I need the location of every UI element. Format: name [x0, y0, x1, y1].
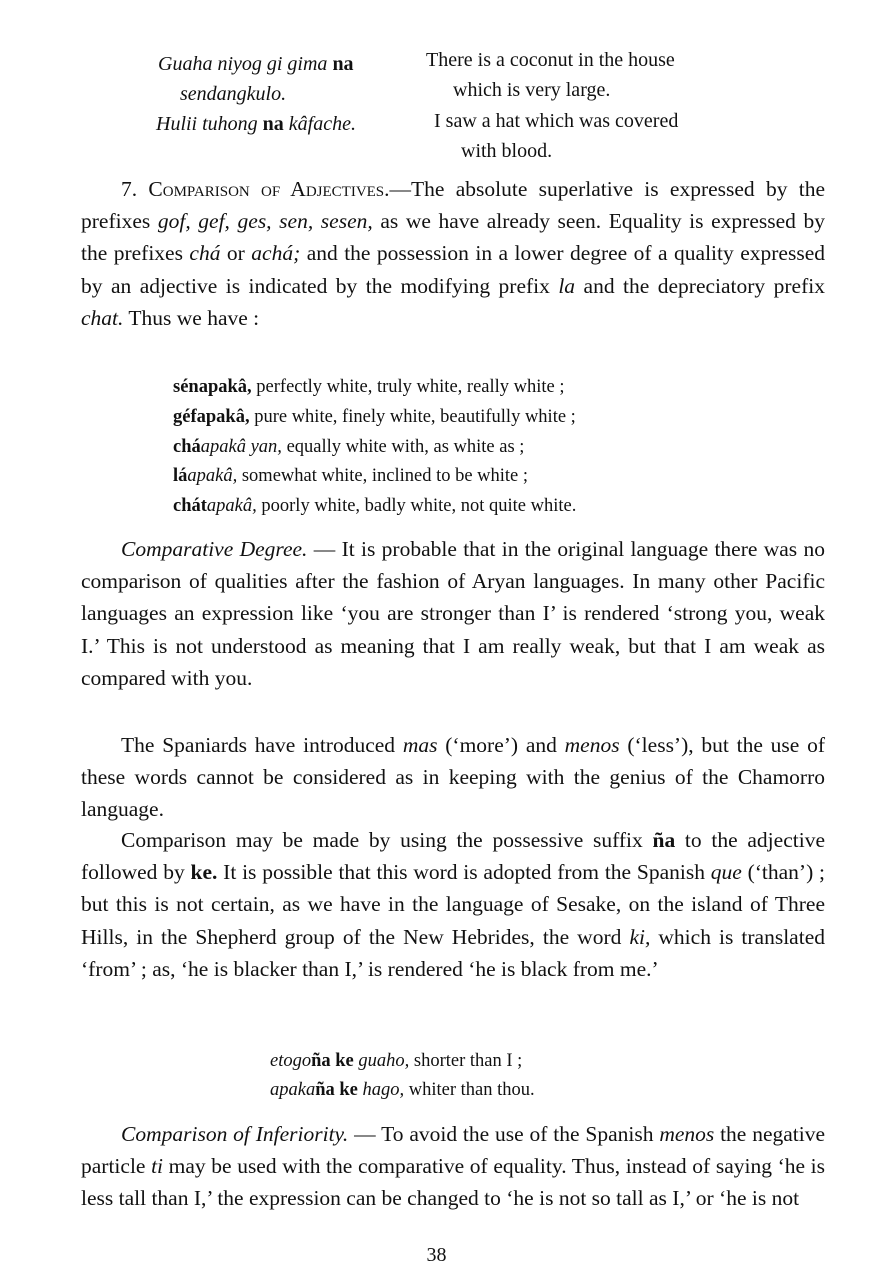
- spaniards-paragraph: The Spaniards have introduced mas (‘more’) and menos (‘less’), but the use of these words cannot be considered as in keeping with the genius of the Chamorro language.: [81, 733, 826, 822]
- comparative-heading: Comparative Degree.: [121, 537, 308, 561]
- example-2-english: I saw a hat which was covered with blood.: [434, 110, 679, 162]
- list-item: géfapakâ, pure white, finely white, beautifully white ;: [173, 406, 576, 427]
- list-item: apakaña ke hago, whiter than thou.: [270, 1080, 535, 1100]
- list-item: etogoña ke guaho, shorter than I ;: [270, 1051, 523, 1071]
- comparative-degree-paragraph: Comparative Degree. — It is probable that in the original language there was no comparison of qualities after the fashion of Aryan languages. In many other Pacific languages an expression like ‘you are stronger than I’ is rendered ‘strong you, weak I.’ This is not understood as meaning that I am really weak, but that I am weak as compared with you.: [81, 537, 825, 690]
- list-item: chátapakâ, poorly white, badly white, not quite white.: [173, 496, 577, 517]
- example-1-english: There is a coconut in the house which is very large.: [426, 49, 675, 101]
- inferiority-heading: Comparison of Inferiority.: [121, 1122, 349, 1146]
- section-number: 7.: [121, 177, 138, 201]
- list-item: sénapakâ, perfectly white, truly white, really white ;: [173, 377, 565, 397]
- example-1-chamorro: Guaha niyog gi gima na sendangkulo.: [158, 53, 354, 105]
- section-7-paragraph: 7. Comparison of Adjectives.—The absolute superlative is expressed by the prefixes gof, gef, ges, sen, sesen, as we have already seen. Equality is expressed by the prefixes chá or achá; and the possession in a lower degree of a quality expressed by an adjective is indicated by the modifying prefix la and the depreciatory prefix chat. Thus we have :: [81, 177, 826, 330]
- section-heading: Comparison of Adjectives.: [148, 177, 390, 201]
- page-number: 38: [426, 1244, 447, 1266]
- comparison-examples: [270, 1047, 535, 1105]
- inferiority-paragraph: Comparison of Inferiority. — To avoid the use of the Spanish menos the negative particle ti may be used with the comparative of equality. Thus, instead of saying ‘he is less tall than I,’ the expression can be changed to ‘he is not so tall as I,’ or ‘he is not: [81, 1122, 826, 1211]
- example-2-chamorro: Hulii tuhong na kâfache.: [156, 113, 356, 135]
- possessive-paragraph: Comparison may be made by using the possessive suffix ña to the adjective followed by ke. It is possible that this word is adopted from the Spanish que (‘than’) ; but this is not certain, as we have in the language of Sesake, on the island of Three Hills, in the Shepherd group of the New Hebrides, the word ki, which is translated ‘from’ ; as, ‘he is blacker than I,’ is rendered ‘he is black from me.’: [81, 828, 825, 981]
- prefix-forms-list: [173, 373, 773, 522]
- list-item: láapakâ, somewhat white, inclined to be white ;: [173, 466, 529, 487]
- list-item: cháapakâ yan, equally white with, as white as ;: [173, 436, 525, 457]
